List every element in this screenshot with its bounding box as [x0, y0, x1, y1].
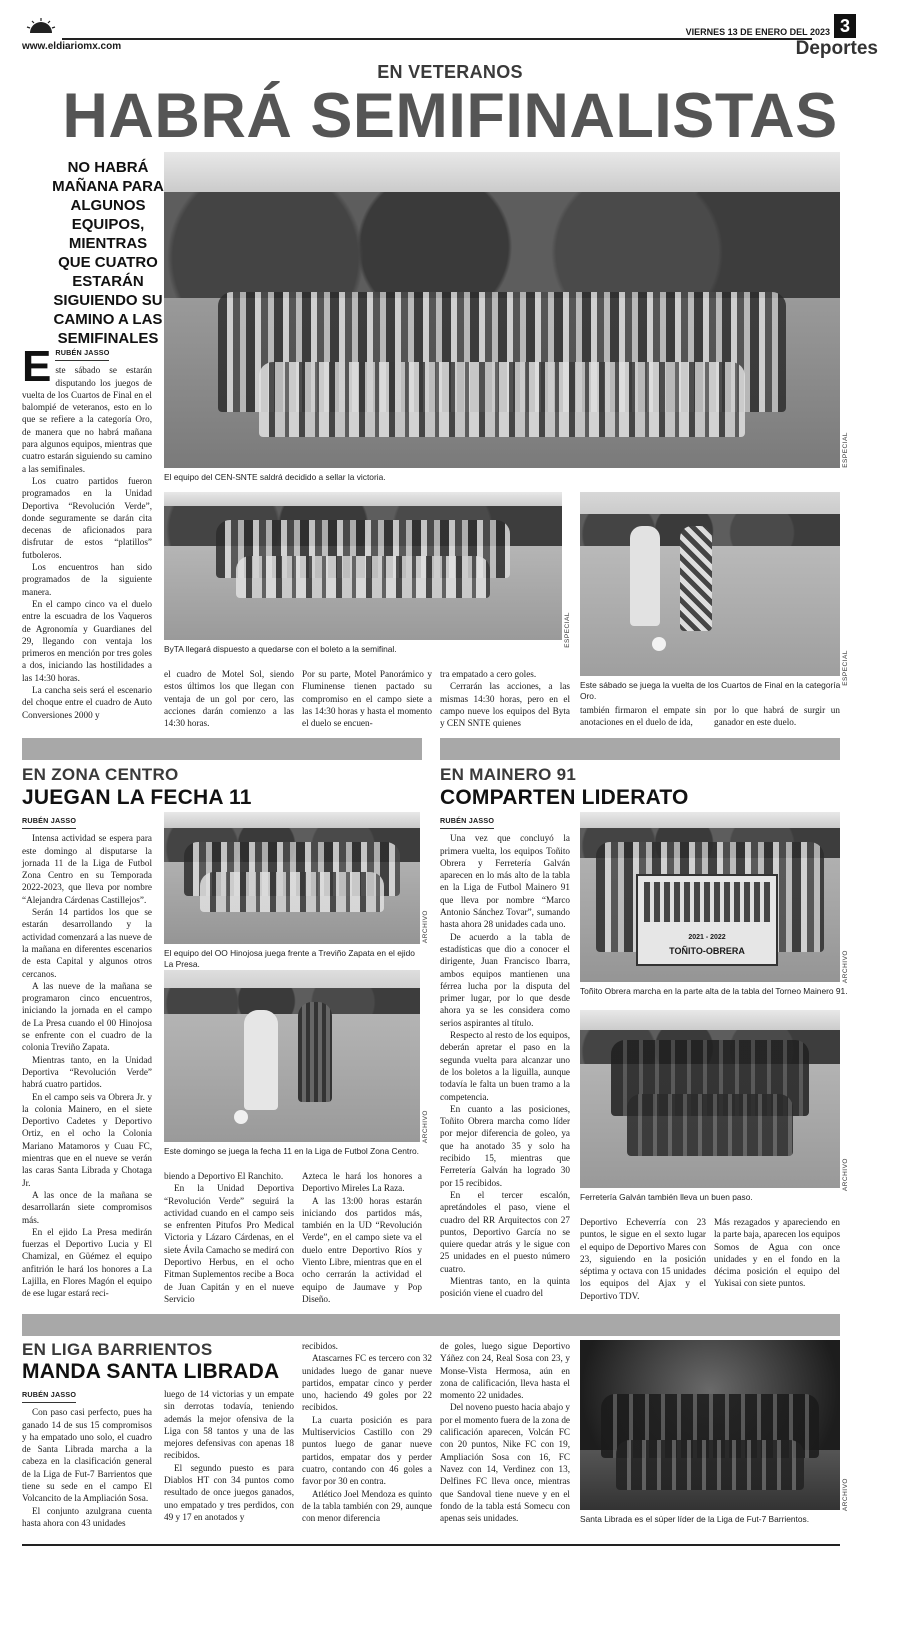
- barrientos-paragraph: Atascarnes FC es tercero con 32 unidades luego de ganar nueve partidos, empatar cinco y perder uno, haciendo 49 goles por 22 recibidos.: [302, 1353, 432, 1413]
- lead-byline: RUBÉN JASSO: [55, 347, 109, 361]
- banner-name: TOÑITO-OBRERA: [669, 946, 745, 956]
- team-banner: [636, 874, 778, 966]
- zona-paragraph: A las nueve de la mañana se programaron cinco encuentros, iniciando la jornada en el campo de La Presa cuando el 00 Hinojosa se enfrente con el cuadro de la colonia Treviño Zapata.: [22, 980, 152, 1053]
- caption-quarterfinal: Este sábado se juega la vuelta de los Cuartos de Final en la categoría Oro.: [580, 680, 841, 701]
- barrientos-paragraph: luego de 14 victorias y un empate sin derrotas todavía, teniendo además la mejor ofensiva de la Liga con 58 tantos y una de las mejores defensivas con apenas 18 recibidos.: [164, 1389, 294, 1461]
- photo-byta-team: [164, 492, 562, 640]
- lead-col1: [22, 342, 152, 721]
- lead-kicker: EN VETERANOS: [377, 62, 523, 82]
- section-name: Deportes: [795, 38, 878, 59]
- barrientos-kicker: EN LIGA BARRIENTOS: [22, 1340, 213, 1359]
- photo-tonito-obrera: [580, 812, 840, 982]
- photo-credit: ARCHIVO: [422, 910, 429, 944]
- mainero-col1: [440, 814, 570, 1300]
- barrientos-col2: [164, 1388, 294, 1523]
- photo-santa-librada: [580, 1340, 840, 1510]
- barrientos-paragraph: Con paso casi perfecto, pues ha ganado 14 de sus 15 compromisos y ha empatado uno solo, el cuadro de Santa Librada marcha a la cabeza en la clasificación general de la Liga de Fut-7 Barrientos que tiene su sede en el campo El Volcancito de la Ampliación Sosa.: [22, 1407, 152, 1504]
- zona-paragraph: En el campo seis va Obrera Jr. y la colonia Mainero, en el siete Deportivo Cadetes y Deportivo Ortiz, en el ocho la Colonia Mariano Matamoros y Cuau FC, mientras que en el nueve se verán las caras Santa Librada y Chotaga Jr.: [22, 1091, 152, 1188]
- barrientos-col3: [302, 1340, 432, 1524]
- barrientos-headline: MANDA SANTA LIBRADA: [22, 1360, 280, 1383]
- zona-byline: RUBÉN JASSO: [22, 815, 76, 829]
- zona-col1: [22, 814, 152, 1300]
- zona-paragraph: Intensa actividad se espera para este domingo al disputarse la jornada 11 de la Liga de Futbol Zona Centro en su Temporada 2022-2023, que lleva por nombre “Alejandra Cárdenas Castillejos”.: [22, 833, 152, 905]
- barrientos-paragraph: recibidos.: [302, 1341, 338, 1351]
- photo-credit: ARCHIVO: [842, 950, 849, 984]
- lead-col3: Por su parte, Motel Panorámico y Fluminense tienen pactado su compromiso en el campo siete a las 14:30 horas y hasta el momento el duelo se encuen-: [302, 669, 432, 729]
- zona-kicker: EN ZONA CENTRO: [22, 765, 179, 784]
- section-divider: [22, 1314, 840, 1336]
- barrientos-paragraph: Del noveno puesto hacia abajo y por el momento fuera de la zona de calificación aparecen, Volcán FC con 20 puntos, Nike FC con 19, Ampliación Sosa con 16, FC Navez con 14, Verdinez con 13, Delfines FC lleva once, mientras que Sandoval tiene nueve y en el fondo de la tabla está Somecu con apenas seis unidades.: [440, 1402, 570, 1524]
- lead-col6: por lo que habrá de surgir un ganador en este duelo.: [714, 705, 840, 728]
- barrientos-paragraph: de goles, luego sigue Deportivo Yáñez con 24, Real Sosa con 23, y Monse-Vista Hermosa, aún en zona de calificación, lleva hasta el momento 22 unidades.: [440, 1341, 570, 1401]
- barrientos-col1: [22, 1388, 152, 1529]
- caption-cen-snte: El equipo del CEN-SNTE saldrá decidido a sellar la victoria.: [164, 472, 386, 482]
- barrientos-paragraph: El conjunto azulgrana cuenta hasta ahora con 43 unidades: [22, 1505, 152, 1528]
- lead-headline: HABRÁ SEMIFINALISTAS: [62, 81, 838, 151]
- lead-paragraph: En el campo cinco va el duelo entre la escuadra de los Vaqueros de Agronomía y Guardianes del 29, llegando con ventaja los primeros en mención por tres goles a dos, iniciando las hostilidades a las 14:30 horas.: [22, 598, 152, 683]
- lead-paragraph: Los cuatro partidos fueron programados en la Unidad Deportiva “Revolución Verde”, donde seguramente se darán cita decenas de aficionados para disfrutar de estos “platillos” futboleros.: [22, 475, 152, 560]
- lead-col2: el cuadro de Motel Sol, siendo estos últimos los que llegan con ventaja de un gol por cero, las acciones darán comienzo a las 14:30 horas.: [164, 669, 294, 729]
- photo-oo-hinojosa: [164, 812, 420, 944]
- banner-year: 2021 - 2022: [688, 934, 726, 941]
- lead-paragraph: ste sábado se estarán disputando los juegos de vuelta de los Cuartos de Final en el balompié de veteranos, esto en lo que se refiere a la categoría Oro, de manera que no habrá mañana para algunos equipos, mientras que cuatro estarán siguiendo su camino a las semifinales.: [22, 365, 152, 474]
- mainero-paragraph: Una vez que concluyó la primera vuelta, los equipos Toñito Obrera y Ferretería Galván aparecen en lo más alto de la tabla en la Liga de Futbol Mainero 91 que lleva por nombre “Marco Antonio Sánchez Tovar”, sumando hasta ahora 28 unidades cada uno.: [440, 833, 570, 930]
- photo-credit: ESPECIAL: [842, 650, 849, 686]
- zona-paragraph: Serán 14 partidos los que se estarán desarrollando y la actividad comenzará a las nueve de la mañana en diferentes escenarios de esta Capital y algunos otros cercanos.: [22, 907, 152, 979]
- lead-paragraph: Cerrarán las acciones, a las mismas 14:30 horas, pero en el campo nueve los equipos del Byta y CEN SNTE quienes: [440, 681, 570, 729]
- barrientos-col4: [440, 1340, 570, 1524]
- mainero-col3: Más rezagados y apareciendo en la parte baja, aparecen los equipos Somos de Agua con once unidades y en el fondo en la décima posición el equipo del Yukisai con siete puntos.: [714, 1217, 841, 1289]
- caption-zona-action: Este domingo se juega la fecha 11 en la Liga de Futbol Zona Centro.: [164, 1146, 419, 1156]
- section-divider: [440, 738, 840, 760]
- lead-col5: también firmaron el empate sin anotaciones en el duelo de ida,: [580, 705, 706, 728]
- header-rule: [62, 38, 812, 40]
- zona-paragraph: A las once de la mañana se desarrollarán siete compromisos más.: [22, 1189, 152, 1225]
- zona-paragraph: Mientras tanto, en la Unidad Deportiva “Revolución Verde” habrá cuatro partidos.: [22, 1054, 152, 1090]
- mainero-paragraph: De acuerdo a la tabla de estadísticas que dio a conocer el dirigente, Juan Francisco Ibarra, ambos equipos mantienen una férrea lucha por la disputa del primer lugar, por lo que desde ahora ya se les considera como serios aspirantes al título.: [440, 931, 570, 1028]
- lead-paragraph: Los encuentros han sido programados de la siguiente manera.: [22, 562, 152, 597]
- header-date: VIERNES 13 DE ENERO DEL 2023: [685, 27, 830, 37]
- zona-paragraph: A las 13:00 horas estarán iniciando dos partidos más, también en la UD “Revolución Verde”, en el campo siete va el duelo entre Deportivo Ríos y Viento Libre, mientras que en el ocho cerrarán la actividad el equipo de Jaumave y Pop Diseño.: [302, 1195, 422, 1304]
- mainero-paragraph: En cuanto a las posiciones, Toñito Obrera marcha como líder por mejor diferencia de goleo, ya que ha anotado 35 y solo ha recibido 15, mientras que Ferretería Galván ha logrado 30 por 15 recibidos.: [440, 1103, 570, 1188]
- mainero-paragraph: Mientras tanto, en la quinta posición viene el cuadro del: [440, 1275, 570, 1299]
- site-url[interactable]: www.eldiariomx.com: [22, 41, 122, 52]
- photo-cen-snte-team: [164, 152, 840, 468]
- lead-col4: [440, 668, 570, 729]
- caption-santa-librada: Santa Librada es el súper líder de la Liga de Fut-7 Barrientos.: [580, 1514, 810, 1524]
- mainero-paragraph: En el tercer escalón, apretándoles el paso, viene el cuadro del RR Arquitectos con 27 puntos, Deportivo García no se quiere quedar atrás y le sigue con 25 unidades en el puesto número cuatro.: [440, 1189, 570, 1274]
- caption-ferreteria-galvan: Ferretería Galván también lleva un buen paso.: [580, 1192, 753, 1202]
- caption-oo-hinojosa: El equipo del OO Hinojosa juega frente a Treviño Zapata en el ejido La Presa.: [164, 948, 415, 969]
- lead-deck: NO HABRÁ MAÑANA PARA ALGUNOS EQUIPOS, MIENTRAS QUE CUATRO ESTARÁN SIGUIENDO SU CAMINO A LAS SEMIFINALES: [52, 159, 164, 347]
- zona-paragraph: En el ejido La Presa medirán fuerzas el Deportivo Lucia y El Chamizal, en Güémez el equipo anfitrión le hará los honores a La Lajilla, en Flores Magón el equipo de ese lugar estará reci-: [22, 1226, 152, 1299]
- caption-tonito-obrera: Toñito Obrera marcha en la parte alta de la tabla del Torneo Mainero 91.: [580, 986, 848, 996]
- masthead: [22, 14, 878, 60]
- photo-quarterfinal-action: [580, 492, 840, 676]
- mainero-paragraph: Respecto al resto de los equipos, deberán apretar el paso en la segunda vuelta para alcanzar uno de los boletos a la liguilla, aunque todavía le falta un buen tramo a la competencia.: [440, 1030, 570, 1102]
- section-divider: [22, 738, 422, 760]
- lead-dropcap: E: [22, 342, 52, 391]
- photo-credit: ARCHIVO: [842, 1158, 849, 1192]
- caption-byta: ByTA llegará dispuesto a quedarse con el boleto a la semifinal.: [164, 644, 397, 654]
- barrientos-byline: RUBÉN JASSO: [22, 1389, 76, 1403]
- mainero-kicker: EN MAINERO 91: [440, 765, 577, 784]
- barrientos-paragraph: El segundo puesto es para Diablos HT con 34 puntos como resultado de once juegos ganados, uno empatado y tres perdidos, con 49 y 17 en anotados y: [164, 1462, 294, 1522]
- zona-paragraph: Azteca le hará los honores a Deportivo Mireles La Raza.: [302, 1171, 422, 1194]
- bottom-rule: [22, 1544, 840, 1546]
- mainero-byline: RUBÉN JASSO: [440, 815, 494, 829]
- mainero-col2: Deportivo Echeverría con 23 puntos, le sigue en el sexto lugar el equipo de Deportivo Mares con 23, siguiendo en la posición séptima y octava con 15 unidades los equipos del Ajax y el Deportivo TDV.: [580, 1217, 706, 1301]
- zona-col2: [164, 1170, 294, 1305]
- photo-ferreteria-galvan: [580, 1010, 840, 1188]
- photo-credit: ESPECIAL: [842, 432, 849, 468]
- lead-paragraph: La cancha seis será el escenario del choque entre el cuadro de Auto Conversiones 2000 y: [22, 685, 152, 720]
- zona-headline: JUEGAN LA FECHA 11: [22, 786, 252, 809]
- photo-zona-action: [164, 970, 420, 1142]
- zona-paragraph: biendo a Deportivo El Ranchito.: [164, 1171, 284, 1181]
- zona-col3: [302, 1170, 422, 1305]
- photo-credit: ESPECIAL: [564, 612, 571, 648]
- zona-paragraph: En la Unidad Deportiva “Revolución Verde” seguirá la actividad cuando en el campo seis se enfrenten Pitufos Pro Medical Victoria y Lázaro Cárdenas, en el siete Ávila Camacho se medirá con Deportivo Herbus, en el ocho Fitman Suplementos recibe a Boca de Juan Capitán y en el nueve Servicio: [164, 1183, 294, 1304]
- barrientos-paragraph: La cuarta posición es para Multiservicios Castillo con 29 puntos luego de ganar nueve partidos, empatar dos y perder cuatro, contando con 46 goles a favor por 30 en contra.: [302, 1414, 432, 1487]
- photo-credit: ARCHIVO: [842, 1478, 849, 1512]
- sun-logo-icon: [26, 18, 56, 34]
- barrientos-paragraph: Atlético Joel Mendoza es quinto de la tabla también con 29, aunque con menor diferencia: [302, 1488, 432, 1524]
- photo-credit: ARCHIVO: [422, 1110, 429, 1144]
- page-number: 3: [834, 14, 856, 38]
- lead-paragraph: tra empatado a cero goles.: [440, 669, 537, 679]
- mainero-headline: COMPARTEN LIDERATO: [440, 786, 689, 809]
